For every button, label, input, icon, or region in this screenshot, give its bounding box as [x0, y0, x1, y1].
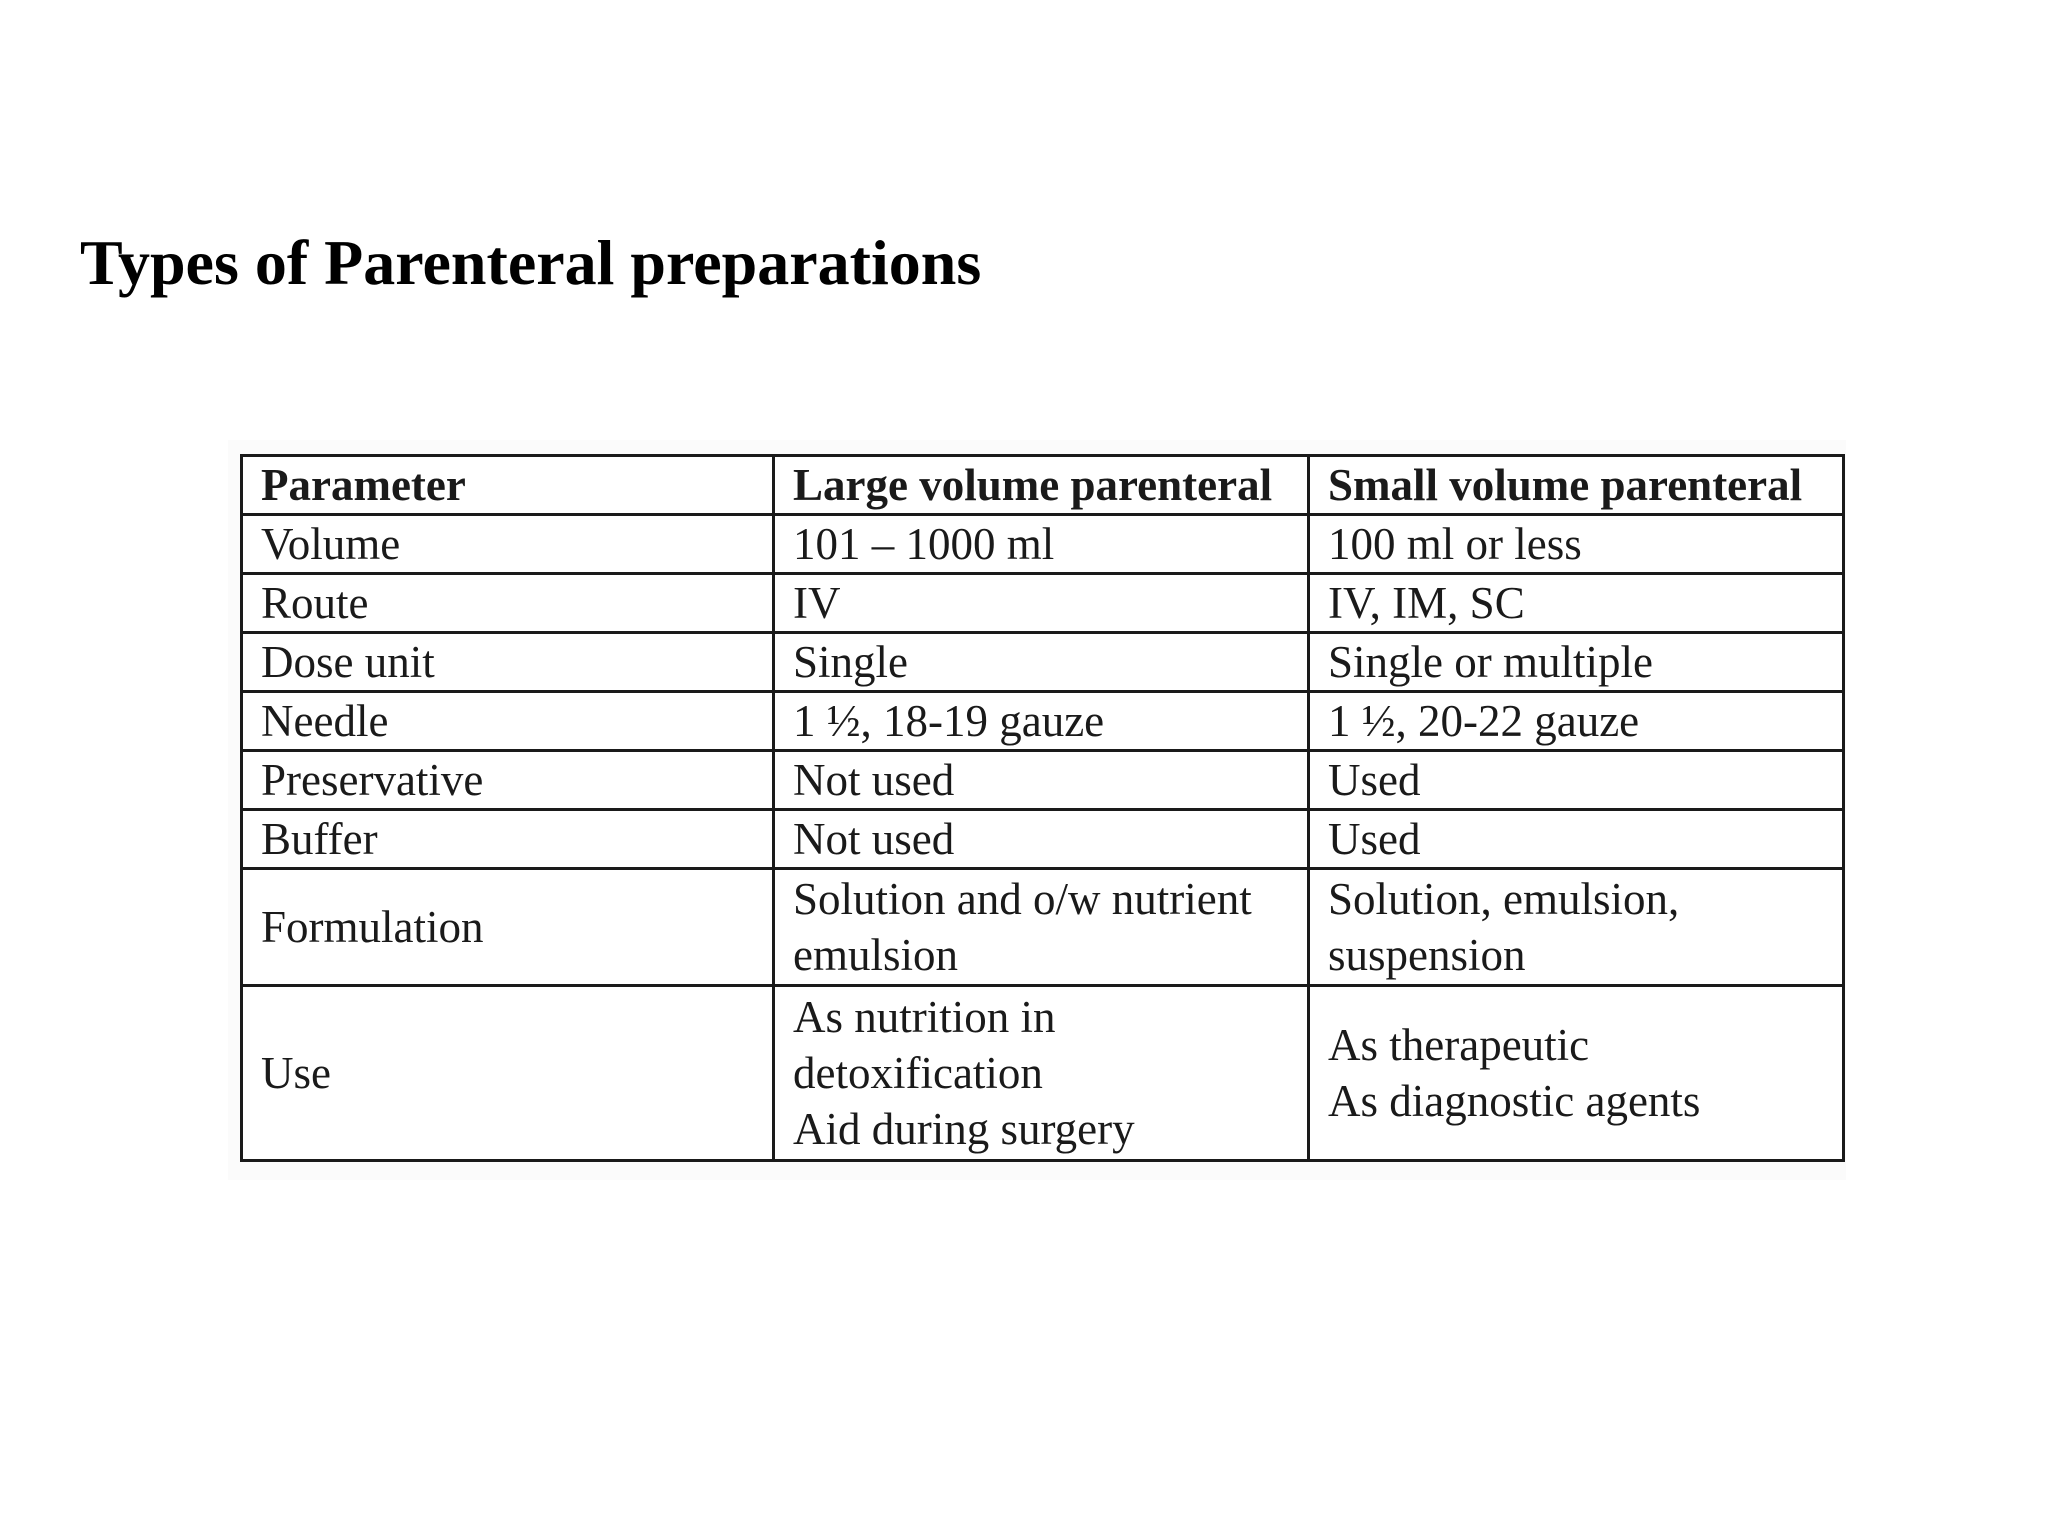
table-row: [242, 810, 1844, 869]
cell-parameter: Volume: [242, 515, 774, 574]
cell-large-volume: [774, 692, 1309, 751]
cell-parameter: Preservative: [242, 751, 774, 810]
header-large-volume: Large volume parenteral: [774, 456, 1309, 515]
cell-line: Aid during surgery: [793, 1104, 1135, 1154]
cell-line: emulsion: [793, 930, 958, 980]
cell-line: Not used: [793, 755, 955, 805]
cell-small-volume: [1309, 515, 1844, 574]
cell-line: Solution, emulsion,: [1328, 874, 1680, 924]
cell-small-volume: [1309, 986, 1844, 1161]
cell-line: 1 ½, 20-22 gauze: [1328, 696, 1640, 746]
cell-small-volume: [1309, 633, 1844, 692]
cell-large-volume: [774, 574, 1309, 633]
cell-small-volume: [1309, 692, 1844, 751]
header-parameter: Parameter: [242, 456, 774, 515]
cell-line: Solution and o/w nutrient: [793, 874, 1252, 924]
cell-line: Single: [793, 637, 909, 687]
table-header-row: [242, 456, 1844, 515]
cell-line: 101 – 1000 ml: [793, 519, 1055, 569]
cell-large-volume: [774, 810, 1309, 869]
header-small-volume: Small volume parenteral: [1309, 456, 1844, 515]
cell-line: 100 ml or less: [1328, 519, 1582, 569]
cell-line: As nutrition in: [793, 992, 1056, 1042]
slide-title: Types of Parenteral preparations: [80, 227, 982, 298]
cell-line: detoxification: [793, 1048, 1043, 1098]
cell-line: Single or multiple: [1328, 637, 1653, 687]
cell-small-volume: [1309, 810, 1844, 869]
cell-large-volume: [774, 515, 1309, 574]
cell-large-volume: [774, 751, 1309, 810]
cell-large-volume: [774, 633, 1309, 692]
table-row: [242, 515, 1844, 574]
cell-line: Not used: [793, 814, 955, 864]
cell-small-volume: [1309, 751, 1844, 810]
cell-line: IV, IM, SC: [1328, 578, 1525, 628]
table-row: [242, 751, 1844, 810]
cell-parameter: Use: [242, 986, 774, 1161]
cell-line: As therapeutic: [1328, 1020, 1590, 1070]
cell-parameter: Formulation: [242, 869, 774, 986]
cell-line: Used: [1328, 814, 1421, 864]
cell-parameter: Route: [242, 574, 774, 633]
cell-line: 1 ½, 18-19 gauze: [793, 696, 1105, 746]
cell-line: Used: [1328, 755, 1421, 805]
cell-small-volume: [1309, 574, 1844, 633]
cell-small-volume: [1309, 869, 1844, 986]
table-row: [242, 692, 1844, 751]
table-row: [242, 869, 1844, 986]
cell-parameter: Dose unit: [242, 633, 774, 692]
cell-line: As diagnostic agents: [1328, 1076, 1701, 1126]
cell-large-volume: [774, 986, 1309, 1161]
cell-line: suspension: [1328, 930, 1526, 980]
cell-parameter: Buffer: [242, 810, 774, 869]
cell-parameter: Needle: [242, 692, 774, 751]
table-row: [242, 633, 1844, 692]
table-row: [242, 574, 1844, 633]
cell-line: IV: [793, 578, 841, 628]
table-row: [242, 986, 1844, 1161]
cell-large-volume: [774, 869, 1309, 986]
parenteral-comparison-table: [240, 454, 1845, 1162]
